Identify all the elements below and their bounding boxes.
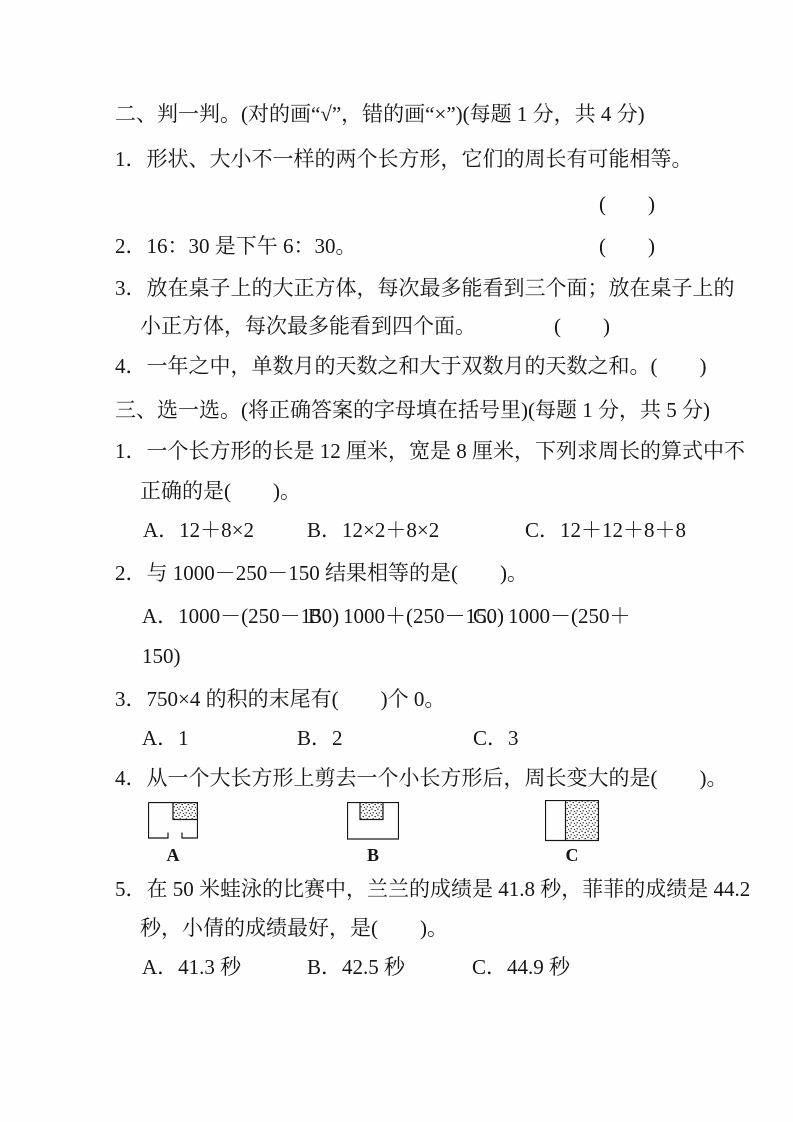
- choice-q3-option-c: C．3: [473, 726, 519, 750]
- judge-q4-row: [115, 354, 707, 378]
- judge-q3-answer-bracket: ( ): [554, 314, 610, 338]
- cut-rectangle-figure-c: [545, 800, 599, 842]
- judge-q1-text: 1．形状、大小不一样的两个长方形，它们的周长有可能相等。: [115, 147, 693, 171]
- judge-q2-answer-bracket: ( ): [599, 234, 655, 258]
- choice-q1-line1: 1．一个长方形的长是 12 厘米，宽是 8 厘米，下列求周长的算式中不: [115, 439, 745, 463]
- choice-q5-option-b: B．42.5 秒: [307, 955, 406, 979]
- judge-q1-answer-bracket: ( ): [599, 192, 655, 216]
- cut-rectangle-figure-a: [148, 802, 198, 844]
- choice-q3-text: 3．750×4 的积的末尾有( )个 0。: [115, 687, 446, 711]
- judge-q3-line2: 小正方体，每次最多能看到四个面。: [140, 314, 476, 338]
- figure-a-label: A: [166, 845, 180, 865]
- choice-q2-option-b: B．1000＋(250－150): [308, 604, 504, 628]
- section-choice-header: 三、选一选。(将正确答案的字母填在括号里)(每题 1 分，共 5 分): [115, 398, 710, 422]
- choice-q5-option-a: A．41.3 秒: [142, 955, 242, 979]
- section-judge-header: 二、判一判。(对的画“√”，错的画“×”)(每题 1 分，共 4 分): [115, 102, 645, 126]
- choice-q2-option-c: C．1000－(250＋: [473, 604, 631, 628]
- choice-q5-line1: 5．在 50 米蛙泳的比赛中，兰兰的成绩是 41.8 秒，菲菲的成绩是 44.2: [115, 877, 751, 901]
- choice-q4-text: 4．从一个大长方形上剪去一个小长方形后，周长变大的是( )。: [115, 766, 728, 790]
- choice-q2-option-a: A．1000－(250－150): [142, 604, 340, 628]
- choice-q2-option-c-overflow: 150): [142, 644, 181, 668]
- judge-q1-bracket-row: [115, 192, 655, 216]
- choice-q5-line2: 秒，小倩的成绩最好，是( )。: [140, 916, 448, 940]
- figure-c-label: C: [565, 845, 579, 865]
- figure-b-label: B: [366, 845, 379, 865]
- choice-q1-option-b: B．12×2＋8×2: [307, 518, 440, 542]
- choice-q5-option-c: C．44.9 秒: [472, 955, 571, 979]
- choice-q1-option-c: C．12＋12＋8＋8: [525, 518, 687, 542]
- choice-q3-option-a: A．1: [142, 726, 189, 750]
- choice-q3-option-b: B．2: [297, 726, 343, 750]
- judge-q4-answer-bracket: ( ): [650, 354, 707, 378]
- choice-q2-text: 2．与 1000－250－150 结果相等的是( )。: [115, 561, 528, 585]
- judge-q2-row: [115, 234, 655, 258]
- choice-q1-option-a: A．12＋8×2: [143, 518, 255, 542]
- cut-rectangle-figure-b: [347, 802, 399, 840]
- judge-q3-line1: 3．放在桌子上的大正方体，每次最多能看到三个面；放在桌子上的: [115, 276, 735, 300]
- choice-q1-line2: 正确的是( )。: [140, 479, 301, 503]
- judge-q3-row2: [140, 314, 610, 338]
- judge-q4-text: 4．一年之中，单数月的天数之和大于双数月的天数之和。: [115, 354, 651, 378]
- judge-q2-text: 2．16：30 是下午 6：30。: [115, 234, 357, 258]
